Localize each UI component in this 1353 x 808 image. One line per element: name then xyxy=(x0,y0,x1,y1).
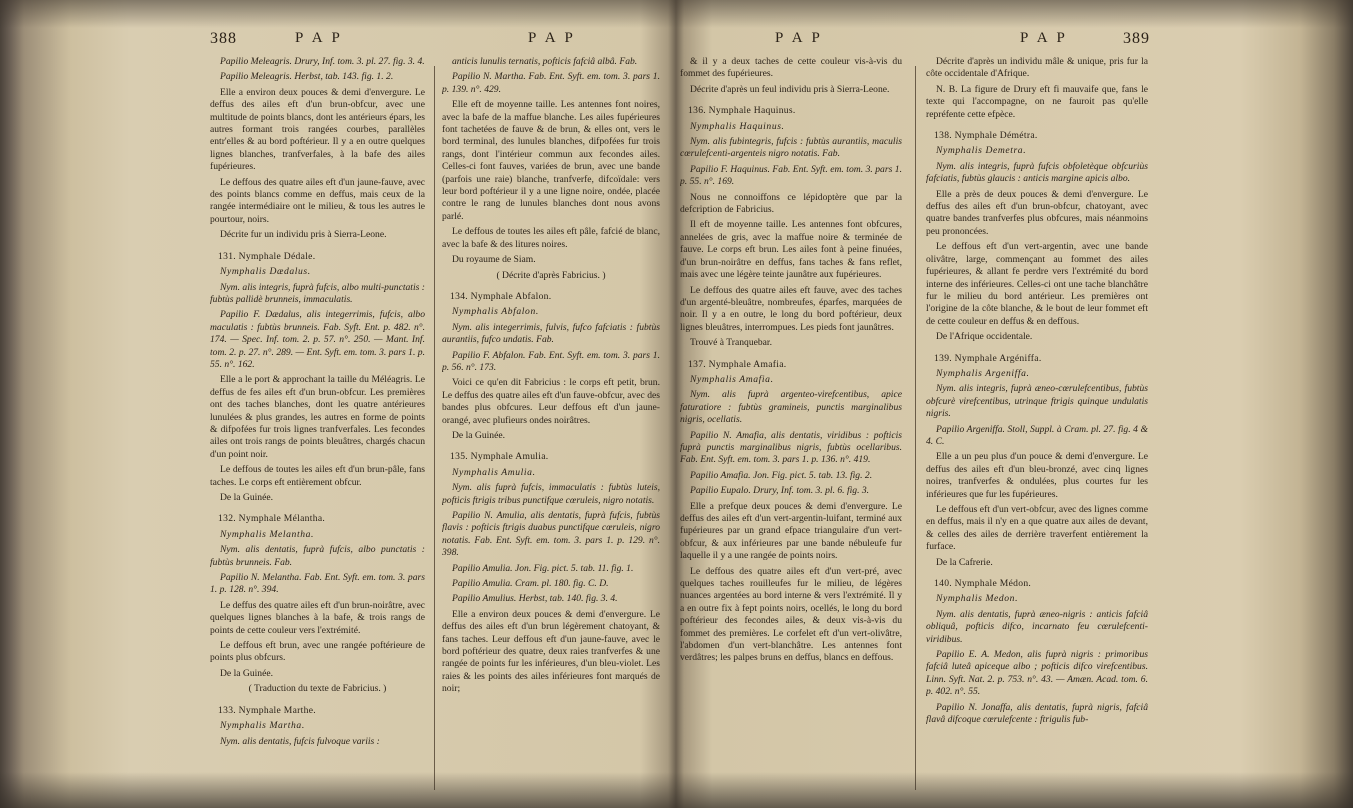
left-page-number: 388 xyxy=(210,30,237,47)
text-paragraph: N. B. La figure de Drury eft fi mauvaife que, fans le texte qui l'accompagne, on ne fauroit pas qu'elle repréfente cette efpèce. xyxy=(926,83,1148,120)
text-paragraph: Papilio Argeniffa. Stoll, Suppl. à Cram. pl. 27. fig. 4 & 4. C. xyxy=(926,423,1148,447)
text-paragraph: Papilio Amulia. Cram. pl. 180. fig. C. D. xyxy=(452,578,609,590)
text-paragraph: Du royaume de Siam. xyxy=(452,254,536,266)
text-paragraph: Papilio Meleagris. Herbst, tab. 143. fig. 1. 2. xyxy=(220,71,394,83)
entry-heading: 131. Nymphale Dédale. xyxy=(218,250,316,262)
text-paragraph: Elle a environ deux pouces & demi d'envergure. Le deffus des ailes eft d'un brun-obfcur, avec une multitude de points blancs, dont les antérieurs épars, les autres formant trois rangées courbes, parallèles entr'elles & au bord poftérieur. Il y a en outre quelques lignes blanches, tranfverfales, à la bafe des ailes fupérieures. xyxy=(210,86,425,173)
text-paragraph: Il eft de moyenne taille. Les antennes font obfcures, annelées de gris, avec la maffue noire & terminée de fauve. Le corps eft brun. Les ailes font à peine finuées, d'un brun-noirâtre en deffus, fans taches & fans reflet, mais avec une légère teinte jaunâtre aux fupérieures. xyxy=(680,219,902,281)
right-page-number: 389 xyxy=(1123,30,1150,47)
text-paragraph: Papilio Amulius. Herbst, tab. 140. fig. 3. 4. xyxy=(452,593,618,605)
left-page xyxy=(210,30,660,800)
text-paragraph: Papilio Amafia. Jon. Fig. pict. 5. tab. 13. fig. 2. xyxy=(690,469,873,481)
text-paragraph: De la Cafrerie. xyxy=(936,556,993,568)
text-paragraph: Le deffous de toutes les ailes eft d'un brun-pâle, fans taches. Le corps eft entièrement obfcur. xyxy=(210,464,425,488)
left-page-header xyxy=(210,30,660,52)
entry-heading: 135. Nymphale Amulia. xyxy=(450,451,549,463)
text-paragraph: Papilio Eupalo. Drury, Inf. tom. 3. pl. 6. fig. 3. xyxy=(690,485,870,497)
entry-heading: 140. Nymphale Médon. xyxy=(934,578,1032,590)
left-running-head-a: P A P xyxy=(295,30,343,46)
entry-heading: 133. Nymphale Marthe. xyxy=(218,704,316,716)
text-paragraph: Papilio E. A. Medon, alis fuprà nigris : primoribus fafciâ luteâ apiceque albo ; pofticis difco virefcentibus. Linn. Syft. Nat. 2. p. 753. n°. 43. — Amæn. Acad. tom. 6. p. 402. n°. 55. xyxy=(926,649,1148,698)
genus-name: Nymphalis Martha. xyxy=(220,720,305,732)
text-paragraph: Papilio N. Amulia, alis dentatis, fuprà fufcis, fubtùs flavis : pofticis ftrigis duabus punctifque cœruleis, nigro notatis. Fab. Ent. Syft. em. tom. 3. pars 1. p. 129. n°. 398. xyxy=(442,510,660,559)
text-paragraph: Décrite d'après un feul individu pris à Sierra-Leone. xyxy=(690,83,890,95)
genus-name: Nymphalis Melantha. xyxy=(220,528,315,540)
text-paragraph: Le deffous des quatre ailes eft d'un vert-pré, avec quelques taches rouilleufes fur le milieu, de légères nuances argentées au bord interne & vers l'extrémité. Il y a en outre fix à fept points noirs, ocellés, le long du bord poftérieur des fecondes ailes, & deux vis-à-vis du fommet des premières. Le corfelet eft d'un vert-olivâtre, l'abdomen d'un vert-blanchâtre. Les antennes font verdâtres; les palpes bruns en deffus, blancs en deffous. xyxy=(680,565,902,664)
text-paragraph: Trouvé à Tranquebar. xyxy=(690,337,772,349)
text-paragraph: Elle a près de deux pouces & demi d'envergure. Le deffus des ailes eft d'un brun-obfcur, chatoyant, avec quatre bandes tranfverfes plus obfcures, mais néanmoins peu prononcées. xyxy=(926,188,1148,237)
top-shadow xyxy=(0,0,1353,28)
right-column-b xyxy=(926,56,1148,800)
bottom-shadow xyxy=(0,772,1353,808)
entry-heading: 136. Nymphale Haquinus. xyxy=(688,105,796,117)
text-paragraph: Papilio Meleagris. Drury, Inf. tom. 3. pl. 27. fig. 3. 4. xyxy=(220,56,425,67)
text-paragraph: Le deffous des quatre ailes eft d'un jaune-fauve, avec des points blancs comme en deffus, mais ceux de la rangée intermédiaire ont le milieu, & tous les autres le pourtour, noirs. xyxy=(210,176,425,225)
entry-heading: 139. Nymphale Argéniffa. xyxy=(934,352,1042,364)
text-paragraph: Le deffous eft brun, avec une rangée poftérieure de points plus obfcurs. xyxy=(210,640,425,664)
text-paragraph: Nym. alis fuprà argenteo-virefcentibus, apice faturatiore : fubtùs gramineis, punctis marginalibus nigris, ocellatis. xyxy=(680,389,902,426)
text-paragraph: Nym. alis integerrimis, fulvis, fufco fafciatis : fubtùs aurantiis, fufco undatis. Fab. xyxy=(442,321,660,346)
entry-heading: 137. Nymphale Amafia. xyxy=(688,358,787,370)
genus-name: Nymphalis Abfalon. xyxy=(452,306,539,318)
text-paragraph: Papilio N. Melantha. Fab. Ent. Syft. em. tom. 3. pars 1. p. 128. n°. 394. xyxy=(210,572,425,596)
text-paragraph: Le deffus des quatre ailes eft d'un brun-noirâtre, avec quelques lignes blanches à la bafe, & trois rangs de points de cette couleur vers l'extrémité. xyxy=(210,599,425,636)
genus-name: Nymphalis Argeniffa. xyxy=(936,367,1030,379)
text-paragraph: Le deffous de toutes les ailes eft pâle, fafcié de blanc, avec la bafe & des litures noires. xyxy=(442,226,660,250)
text-paragraph: Le deffous eft d'un vert-obfcur, avec des lignes comme en deffus, mais il n'y en a que quatre aux ailes de devant, & celles des ailes de derrière traverfent entièrement la furface. xyxy=(926,504,1148,553)
text-paragraph: De la Guinée. xyxy=(220,667,274,679)
column-rule xyxy=(434,66,435,790)
genus-name: Nymphalis Medon. xyxy=(936,593,1019,605)
genus-name: Nymphalis Demetra. xyxy=(936,145,1027,157)
text-paragraph: Elle a environ deux pouces & demi d'envergure. Le deffus des ailes eft d'un brun légèrement chatoyant, & fans taches. Leur deffous eft d'un jaune-fauve, avec le bord poftérieur des quatre, deux raies tranfverfes & une rangée de points fur les inférieures, d'un bleu-violet. Les raies & les points des ailes inférieures font marqués de noir; xyxy=(442,608,660,695)
text-paragraph: Papilio N. Jonaffa, alis dentatis, fuprà nigris, fafciâ flavâ difcoque cœrulefcente : ftrigulis fub- xyxy=(926,701,1148,726)
text-paragraph: Papilio N. Amafia, alis dentatis, viridibus : pofticis fuprà punctis marginalibus nigris, fubtùs ocellaribus. Fab. Ent. Syft. em. tom. 3. pars 1. p. 136. n°. 419. xyxy=(680,429,902,466)
text-paragraph: Nym. alis fubintegris, fufcis : fubtùs aurantiis, maculis cœrulefcenti-argenteis nigro notatis. Fab. xyxy=(680,136,902,160)
text-paragraph: Papilio N. Martha. Fab. Ent. Syft. em. tom. 3. pars 1. p. 139. n°. 429. xyxy=(442,71,660,95)
text-paragraph: Nym. alis integris, fuprà fufcis obfoletèque obfcuriùs fafciatis, fubtùs glaucis : anticis margine apicis albo. xyxy=(926,160,1148,185)
text-paragraph: Décrite d'après un individu mâle & unique, pris fur la côte occidentale d'Afrique. xyxy=(926,56,1148,80)
text-paragraph: Elle a prefque deux pouces & demi d'envergure. Le deffus des ailes eft d'un vert-argentin-luifant, terminé aux fupérieures par un grand efpace triangulaire d'un vert-obfcur, & aux inférieures par une bande nébuleufe fur laquelle il y a une rangée de points noirs. xyxy=(680,500,902,562)
text-paragraph: Nym. alis integris, fuprà fufcis, albo multi-punctatis : fubtùs pallidè brunneis, immaculatis. xyxy=(210,281,425,305)
text-paragraph: Le deffous des quatre ailes eft fauve, avec des taches d'un argenté-bleuâtre, nombreufes, éparfes, marquées de noir. Il y a en outre, le long du bord poftérieur, deux lignes bleuâtres, interrompues. Les pieds font jaunâtres. xyxy=(680,284,902,333)
right-running-head-a: P A P xyxy=(775,30,823,46)
genus-name: Nymphalis Amulia. xyxy=(452,466,536,478)
entry-heading: 132. Nymphale Mélantha. xyxy=(218,513,326,525)
text-paragraph: Nym. alis dentatis, fufcis fulvoque variis : xyxy=(220,735,380,747)
right-columns xyxy=(680,56,1150,800)
column-rule xyxy=(915,66,916,790)
text-paragraph: Nym. alis fuprà fufcis, immaculatis : fubtùs luteis, pofticis ftrigis tribus punctifque cœruleis, nigro notatis. xyxy=(442,482,660,506)
text-paragraph: Papilio F. Haquinus. Fab. Ent. Syft. em. tom. 3. pars 1. p. 55. n°. 169. xyxy=(680,163,902,188)
text-paragraph: Papilio Amulia. Jon. Fig. pict. 5. tab. 11. fig. 1. xyxy=(452,562,634,574)
genus-name: Nymphalis Amafia. xyxy=(690,373,774,385)
text-paragraph: Elle a un peu plus d'un pouce & demi d'envergure. Le deffus des ailes eft d'un bleu-bronzé, avec cinq lignes noires, tranfverfes & ondulées, plus courtes fur les inférieures que fur les fupérieures. xyxy=(926,451,1148,500)
text-paragraph: De la Guinée. xyxy=(220,492,274,503)
text-paragraph: Nym. alis dentatis, fuprà fufcis, albo punctatis : fubtùs brunneis. Fab. xyxy=(210,544,425,568)
text-paragraph: De l'Afrique occidentale. xyxy=(936,331,1033,343)
left-columns xyxy=(210,56,660,800)
left-column-a xyxy=(210,56,425,800)
right-page xyxy=(680,30,1150,800)
entry-heading: 138. Nymphale Démétra. xyxy=(934,130,1038,142)
entry-heading: 134. Nymphale Abfalon. xyxy=(450,290,552,302)
text-paragraph: Papilio F. Dædalus, alis integerrimis, fufcis, albo maculatis : fubtùs brunneis. Fab. Syft. Ent. p. 482. n°. 174. — Spec. Inf. tom. 2. p. 57. n°. 250. — Mant. Inf. tom. 2. p. 27. n°. 289. — Ent. Syft. em. tom. 3. pars 1. p. 55. n°. 162. xyxy=(210,309,425,370)
text-paragraph: anticis lunulis ternatis, pofticis fafciâ albâ. Fab. xyxy=(452,56,638,67)
text-paragraph: Elle a le port & approchant la taille du Méléagris. Le deffus de fes ailes eft d'un brun-obfcur. Les premières ont des taches blanches, dont les quatre antérieures lunulées & plus grandes, les autres en forme de points & difpofées fur trois lignes tranfverfales. Les fecondes ailes ont trois rangs de points bleuâtres, chargés chacun d'un point noir. xyxy=(210,374,425,460)
right-page-header xyxy=(680,30,1150,52)
left-column-b xyxy=(442,56,660,800)
right-running-head-b: P A P xyxy=(1020,30,1068,46)
text-paragraph: Le deffous eft d'un vert-argentin, avec une bande olivâtre, large, commençant au fommet des ailes fupérieures, & allant fe perdre vers l'extrémité du bord interne des inférieures. Celles-ci ont une tache blanchâtre fur le milieu du bord antérieur. Les premières ont l'origine de la côte blanche, & le bout de leur fommet eft de cette couleur en deffus & en deffous. xyxy=(926,241,1148,327)
right-column-a xyxy=(680,56,902,800)
text-paragraph: Papilio F. Abfalon. Fab. Ent. Syft. em. tom. 3. pars 1. p. 56. n°. 173. xyxy=(442,349,660,373)
text-paragraph: Nym. alis dentatis, fuprà æneo-nigris : anticis fafciâ obliquâ, pofticis difco, incarnato feu cœrulefcenti-viridibus. xyxy=(926,608,1148,645)
text-paragraph: & il y a deux taches de cette couleur vis-à-vis du fommet des fupérieures. xyxy=(680,56,902,80)
text-paragraph: Elle eft de moyenne taille. Les antennes font noires, avec la bafe de la maffue blanche. Les ailes fupérieures font tachetées de fauve & de brun, & elles ont, vers le bord terminal, des lunules blanches, difpofées fur trois rangs, dont l'intérieur commun aux fecondes ailes. Celles-ci font fauves, variées de brun, avec une bande (parfois une raie) blanche, tranfverfe, difcoïdale: vers leur bord poftérieur il y a une ligne noire, ondée, placée contre le rang de lunules blanches dont nous avons parlé. xyxy=(442,99,660,222)
left-running-head-b: P A P xyxy=(528,30,576,46)
genus-name: Nymphalis Haquinus. xyxy=(690,120,785,132)
text-paragraph: Nym. alis integris, fuprà æneo-cœrulefcentibus, fubtùs obfcurè virefcentibus, utrinque ftrigis quinque undulatis nigris. xyxy=(926,383,1148,420)
text-paragraph: Décrite fur un individu pris à Sierra-Leone. xyxy=(220,229,387,241)
text-paragraph: Nous ne connoiffons ce lépidoptère que par la defcription de Fabricius. xyxy=(680,191,902,216)
genus-name: Nymphalis Dædalus. xyxy=(220,266,311,278)
text-paragraph: Voici ce qu'en dit Fabricius : le corps eft petit, brun. Le deffus des quatre ailes eft d'un fauve-obfcur, avec des bandes plus obfcures. Leur deffous eft d'un jaune-orangé, avec plufieurs ondes noirâtres. xyxy=(442,377,660,426)
text-paragraph: ( Décrite d'après Fabricius. ) xyxy=(496,269,606,281)
text-paragraph: ( Traduction du texte de Fabricius. ) xyxy=(248,683,387,695)
text-paragraph: De la Guinée. xyxy=(452,429,506,441)
